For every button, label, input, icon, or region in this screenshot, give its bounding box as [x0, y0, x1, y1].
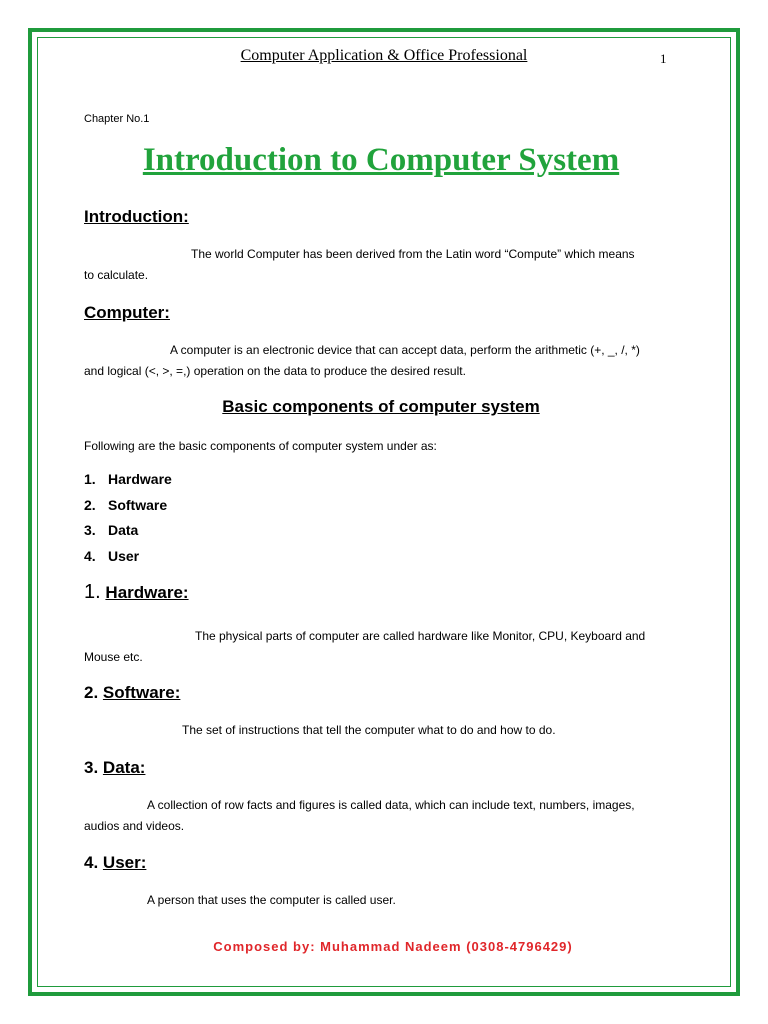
hardware-number: 1. — [84, 581, 101, 603]
data-heading — [84, 758, 145, 778]
software-heading — [84, 683, 180, 703]
list-number: 2. — [84, 497, 96, 513]
list-item-user — [84, 548, 139, 564]
running-header: Computer Application & Office Professional — [240, 47, 528, 64]
user-number: 4. — [84, 853, 99, 872]
data-number: 3. — [84, 758, 99, 777]
list-item-hardware — [84, 471, 172, 487]
hardware-text-line2: Mouse etc. — [84, 650, 143, 664]
list-label: Software — [108, 497, 168, 513]
introduction-text-line2: to calculate. — [84, 268, 149, 282]
footer-credit: Composed by: Muhammad Nadeem (0308-4796429) — [213, 939, 573, 954]
list-label: Hardware — [108, 471, 172, 487]
user-heading — [84, 853, 146, 873]
user-title: User: — [102, 853, 147, 872]
hardware-text-line1: The physical parts of computer are called hardware like Monitor, CPU, Keyboard and — [195, 629, 646, 643]
software-text-line1: The set of instructions that tell the computer what to do and how to do. — [182, 723, 556, 737]
data-text-line2: audios and videos. — [84, 819, 185, 833]
list-number: 4. — [84, 548, 96, 564]
user-text-line1: A person that uses the computer is called user. — [147, 893, 396, 907]
hardware-heading — [84, 581, 189, 604]
introduction-text-line1: The world Computer has been derived from the Latin word “Compute” which means — [191, 247, 635, 261]
page-title: Introduction to Computer System — [142, 142, 620, 178]
computer-text-line2: and logical (<, >, =,) operation on the data to produce the desired result. — [84, 364, 466, 378]
software-title: Software: — [102, 683, 181, 702]
list-number: 3. — [84, 522, 96, 538]
data-title: Data: — [102, 758, 146, 777]
list-item-data — [84, 522, 138, 538]
components-heading: Basic components of computer system — [222, 397, 540, 416]
list-label: Data — [108, 522, 139, 538]
list-number: 1. — [84, 471, 96, 487]
components-intro: Following are the basic components of computer system under as: — [84, 439, 437, 453]
list-item-software — [84, 497, 167, 513]
computer-heading: Computer: — [84, 303, 170, 322]
page-number: 1 — [660, 51, 667, 66]
chapter-label: Chapter No.1 — [84, 113, 150, 125]
hardware-title: Hardware: — [105, 583, 189, 602]
introduction-heading: Introduction: — [84, 207, 189, 226]
list-label: User — [108, 548, 140, 564]
computer-text-line1: A computer is an electronic device that can accept data, perform the arithmetic (+, _, /, *) — [170, 343, 640, 357]
software-number: 2. — [84, 683, 99, 702]
data-text-line1: A collection of row facts and figures is called data, which can include text, numbers, images, — [147, 798, 635, 812]
